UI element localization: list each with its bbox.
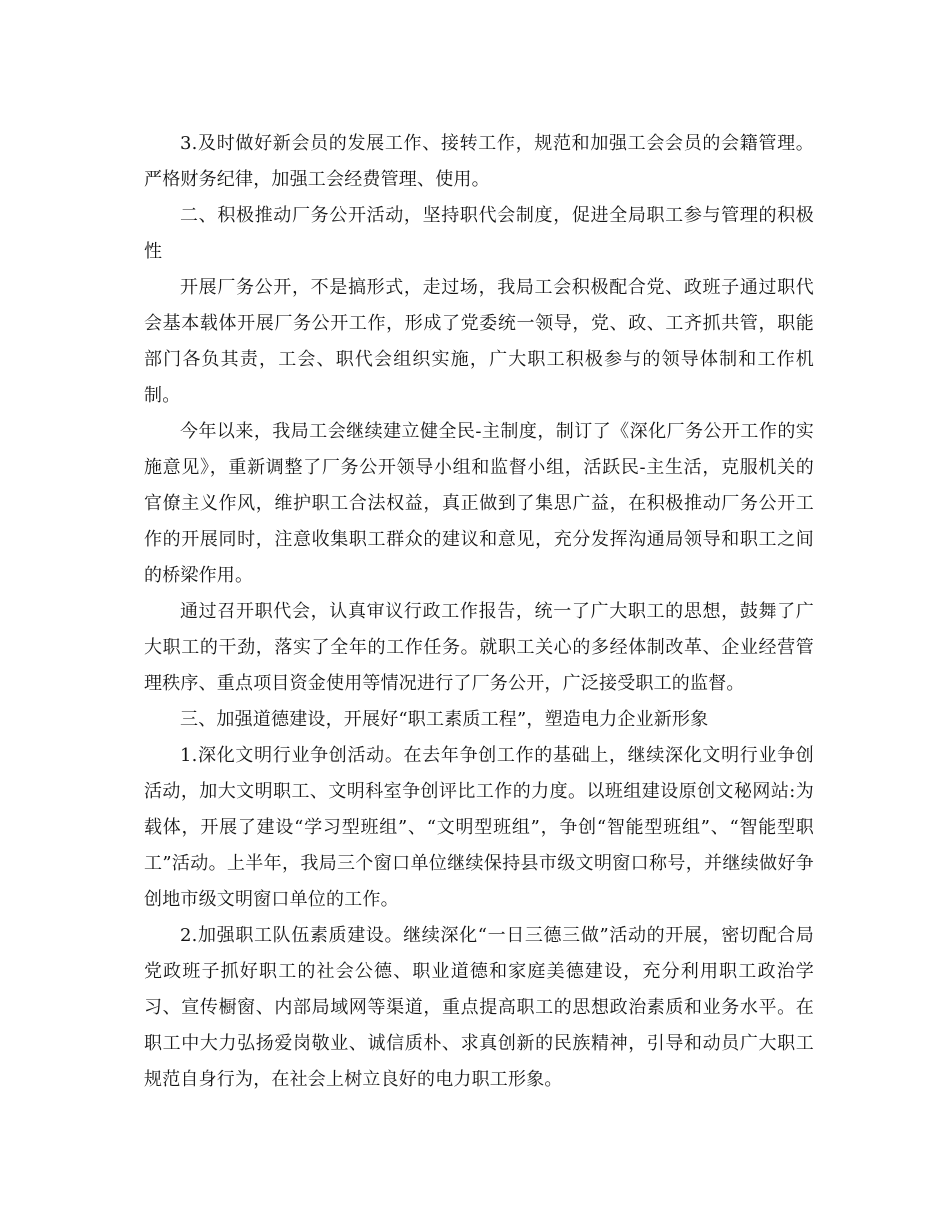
paragraph-civilized-industry: 1.深化文明行业争创活动。在去年争创工作的基础上，继续深化文明行业争创活动，加大文明职工、文明科室争创评比工作的力度。以班组建设原创文秘网站:为载体，开展了建设“学习型班组”、“文明型班组”，争创“智能型班组”、“智能型职工”活动。上半年，我局三个窗口单位继续保持县市级文明窗口称号，并继续做好争创地市级文明窗口单位的工作。 bbox=[144, 745, 814, 910]
paragraph-workers-congress: 通过召开职代会，认真审议行政工作报告，统一了广大职工的思想，鼓舞了广大职工的干劲，落实了全年的工作任务。就职工关心的多经体制改革、企业经营管理秩序、重点项目资金使用等情况进行了厂务公开，广泛接受职工的监督。 bbox=[144, 601, 814, 694]
heading-section-two: 二、积极推动厂务公开活动，坚持职代会制度，促进全局职工参与管理的积极性 bbox=[144, 205, 814, 262]
document-body bbox=[144, 126, 814, 1098]
paragraph-democratic-system: 今年以来，我局工会继续建立健全民-主制度，制订了《深化厂务公开工作的实施意见》，重新调整了厂务公开领导小组和监督小组，活跃民-主生活，克服机关的官僚主义作风，维护职工合法权益，真正做到了集思广益，在积极推动厂务公开工作的开展同时，注意收集职工群众的建议和意见，充分发挥沟通局领导和职工之间的桥梁作用。 bbox=[144, 421, 814, 586]
heading-section-three: 三、加强道德建设，开展好“职工素质工程”，塑造电力企业新形象 bbox=[180, 709, 709, 730]
paragraph-factory-affairs-disclosure: 开展厂务公开，不是搞形式，走过场，我局工会积极配合党、政班子通过职代会基本载体开展厂务公开工作，形成了党委统一领导，党、政、工齐抓共管，职能部门各负其责，工会、职代会组织实施，广大职工积极参与的领导体制和工作机制。 bbox=[144, 277, 814, 406]
paragraph-workforce-quality: 2.加强职工队伍素质建设。继续深化“一日三德三做”活动的开展，密切配合局党政班子抓好职工的社会公德、职业道德和家庭美德建设，充分利用职工政治学习、宣传橱窗、内部局域网等渠道，重点提高职工的思想政治素质和业务水平。在职工中大力弘扬爱岗敬业、诚信质朴、求真创新的民族精神，引导和动员广大职工规范自身行为，在社会上树立良好的电力职工形象。 bbox=[144, 925, 814, 1090]
paragraph-membership-management: 3.及时做好新会员的发展工作、接转工作，规范和加强工会会员的会籍管理。严格财务纪律，加强工会经费管理、使用。 bbox=[144, 133, 814, 190]
